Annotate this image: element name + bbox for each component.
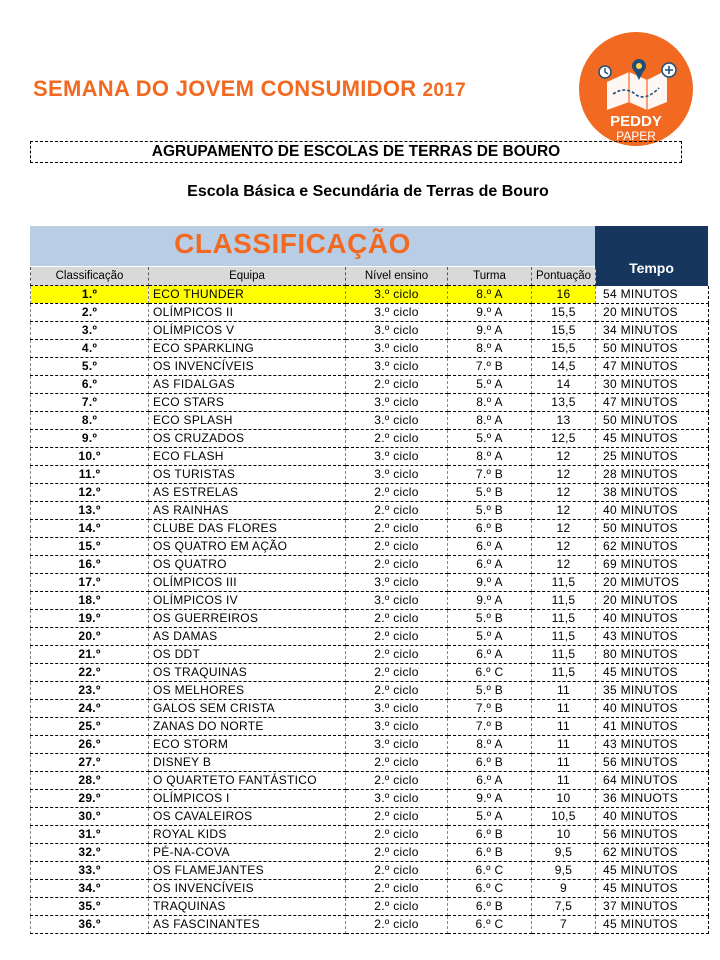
position-cell: 21.º xyxy=(31,646,149,664)
class-cell: 7.º B xyxy=(448,718,532,736)
class-cell: 6.º B xyxy=(448,754,532,772)
score-cell: 14,5 xyxy=(532,358,596,376)
event-year: 2017 xyxy=(422,80,466,101)
class-cell: 5.º A xyxy=(448,376,532,394)
class-cell: 6.º C xyxy=(448,916,532,934)
position-cell: 24.º xyxy=(31,700,149,718)
team-cell: OLÍMPICOS IV xyxy=(149,592,346,610)
team-cell: O QUARTETO FANTÁSTICO xyxy=(149,772,346,790)
team-cell: OS CRUZADOS xyxy=(149,430,346,448)
level-cell: 2.º ciclo xyxy=(346,808,448,826)
classification-banner xyxy=(30,226,595,266)
school-group-box: AGRUPAMENTO DE ESCOLAS DE TERRAS DE BOURO xyxy=(30,141,682,163)
team-cell: AS ESTRELAS xyxy=(149,484,346,502)
team-cell: AS FASCINANTES xyxy=(149,916,346,934)
level-cell: 2.º ciclo xyxy=(346,520,448,538)
level-cell: 2.º ciclo xyxy=(346,628,448,646)
classification-title: CLASSIFICAÇÃO xyxy=(174,228,411,259)
team-cell: TRAQUINAS xyxy=(149,898,346,916)
table-row xyxy=(31,700,709,718)
time-cell: 62 MINUTOS xyxy=(596,844,709,862)
table-row xyxy=(31,736,709,754)
time-cell: 54 MINUTOS xyxy=(596,286,709,304)
level-cell: 3.º ciclo xyxy=(346,790,448,808)
peddy-paper-logo-graphic xyxy=(577,30,695,148)
class-cell: 8.º A xyxy=(448,412,532,430)
class-cell: 6.º A xyxy=(448,556,532,574)
table-row xyxy=(31,412,709,430)
table-row xyxy=(31,286,709,304)
table-row xyxy=(31,340,709,358)
level-cell: 2.º ciclo xyxy=(346,430,448,448)
table-row xyxy=(31,898,709,916)
class-cell: 6.º A xyxy=(448,646,532,664)
team-cell: OLÍMPICOS II xyxy=(149,304,346,322)
score-cell: 15,5 xyxy=(532,322,596,340)
level-cell: 2.º ciclo xyxy=(346,376,448,394)
level-cell: 3.º ciclo xyxy=(346,718,448,736)
class-cell: 6.º A xyxy=(448,772,532,790)
classification-table xyxy=(30,267,709,934)
class-cell: 5.º B xyxy=(448,502,532,520)
class-cell: 9.º A xyxy=(448,790,532,808)
table-row xyxy=(31,466,709,484)
table-row xyxy=(31,916,709,934)
score-cell: 11,5 xyxy=(532,646,596,664)
position-cell: 3.º xyxy=(31,322,149,340)
team-cell: OS QUATRO EM AÇÃO xyxy=(149,538,346,556)
time-cell: 41 MINUTOS xyxy=(596,718,709,736)
table-row xyxy=(31,790,709,808)
score-cell: 13,5 xyxy=(532,394,596,412)
class-cell: 9.º A xyxy=(448,574,532,592)
score-cell: 7 xyxy=(532,916,596,934)
time-cell: 45 MINUTOS xyxy=(596,880,709,898)
table-row xyxy=(31,826,709,844)
class-cell: 6.º A xyxy=(448,538,532,556)
score-cell: 11,5 xyxy=(532,610,596,628)
score-cell: 10 xyxy=(532,826,596,844)
level-cell: 2.º ciclo xyxy=(346,502,448,520)
team-cell: OS INVENCÍVEIS xyxy=(149,358,346,376)
position-cell: 25.º xyxy=(31,718,149,736)
position-cell: 7.º xyxy=(31,394,149,412)
position-cell: 16.º xyxy=(31,556,149,574)
team-cell: CLUBE DAS FLORES xyxy=(149,520,346,538)
level-cell: 3.º ciclo xyxy=(346,322,448,340)
level-cell: 3.º ciclo xyxy=(346,286,448,304)
score-cell: 12,5 xyxy=(532,430,596,448)
level-cell: 2.º ciclo xyxy=(346,754,448,772)
position-cell: 2.º xyxy=(31,304,149,322)
position-cell: 13.º xyxy=(31,502,149,520)
position-cell: 33.º xyxy=(31,862,149,880)
team-cell: ECO THUNDER xyxy=(149,286,346,304)
position-cell: 15.º xyxy=(31,538,149,556)
position-cell: 28.º xyxy=(31,772,149,790)
position-cell: 20.º xyxy=(31,628,149,646)
score-cell: 11,5 xyxy=(532,574,596,592)
score-cell: 11,5 xyxy=(532,628,596,646)
position-cell: 6.º xyxy=(31,376,149,394)
class-cell: 8.º A xyxy=(448,286,532,304)
team-cell: ECO STARS xyxy=(149,394,346,412)
time-cell: 56 MINUTOS xyxy=(596,826,709,844)
class-cell: 6.º C xyxy=(448,880,532,898)
tempo-label: Tempo xyxy=(629,260,674,276)
class-cell: 6.º B xyxy=(448,844,532,862)
table-row xyxy=(31,844,709,862)
class-cell: 7.º B xyxy=(448,466,532,484)
level-cell: 2.º ciclo xyxy=(346,664,448,682)
table-row xyxy=(31,556,709,574)
position-cell: 18.º xyxy=(31,592,149,610)
team-cell: OS DDT xyxy=(149,646,346,664)
score-cell: 11 xyxy=(532,682,596,700)
position-cell: 4.º xyxy=(31,340,149,358)
table-row xyxy=(31,772,709,790)
time-cell: 56 MINUTOS xyxy=(596,754,709,772)
time-cell: 28 MINUTOS xyxy=(596,466,709,484)
team-cell: GALOS SEM CRISTA xyxy=(149,700,346,718)
time-cell: 80 MINUTOS xyxy=(596,646,709,664)
team-cell: OS CAVALEIROS xyxy=(149,808,346,826)
team-cell: AS FIDALGAS xyxy=(149,376,346,394)
score-cell: 11,5 xyxy=(532,592,596,610)
position-cell: 12.º xyxy=(31,484,149,502)
score-cell: 12 xyxy=(532,520,596,538)
class-cell: 7.º B xyxy=(448,700,532,718)
table-row xyxy=(31,484,709,502)
position-cell: 35.º xyxy=(31,898,149,916)
level-cell: 3.º ciclo xyxy=(346,574,448,592)
time-cell: 50 MINUTOS xyxy=(596,340,709,358)
team-cell: ZANAS DO NORTE xyxy=(149,718,346,736)
level-cell: 2.º ciclo xyxy=(346,556,448,574)
score-cell: 12 xyxy=(532,466,596,484)
score-cell: 11 xyxy=(532,700,596,718)
class-cell: 8.º A xyxy=(448,394,532,412)
class-cell: 8.º A xyxy=(448,448,532,466)
score-cell: 12 xyxy=(532,484,596,502)
level-cell: 2.º ciclo xyxy=(346,898,448,916)
team-cell: OS GUERREIROS xyxy=(149,610,346,628)
level-cell: 2.º ciclo xyxy=(346,610,448,628)
class-cell: 8.º A xyxy=(448,340,532,358)
score-cell: 11 xyxy=(532,772,596,790)
class-cell: 7.º B xyxy=(448,358,532,376)
position-cell: 36.º xyxy=(31,916,149,934)
table-row xyxy=(31,682,709,700)
position-cell: 26.º xyxy=(31,736,149,754)
score-cell: 7,5 xyxy=(532,898,596,916)
table-row xyxy=(31,646,709,664)
team-cell: AS RAINHAS xyxy=(149,502,346,520)
table-row xyxy=(31,394,709,412)
score-cell: 12 xyxy=(532,556,596,574)
position-cell: 1.º xyxy=(31,286,149,304)
table-row xyxy=(31,574,709,592)
class-cell: 6.º C xyxy=(448,664,532,682)
score-cell: 10,5 xyxy=(532,808,596,826)
time-cell: 62 MINUTOS xyxy=(596,538,709,556)
class-cell: 9.º A xyxy=(448,592,532,610)
team-cell: ROYAL KIDS xyxy=(149,826,346,844)
peddy-paper-logo xyxy=(577,30,695,148)
time-cell: 34 MINUTOS xyxy=(596,322,709,340)
score-cell: 9 xyxy=(532,880,596,898)
level-cell: 2.º ciclo xyxy=(346,538,448,556)
event-title xyxy=(33,76,466,102)
level-cell: 3.º ciclo xyxy=(346,358,448,376)
table-row xyxy=(31,448,709,466)
class-cell: 5.º B xyxy=(448,610,532,628)
level-cell: 3.º ciclo xyxy=(346,394,448,412)
position-cell: 14.º xyxy=(31,520,149,538)
table-row xyxy=(31,592,709,610)
logo-text-line1: PEDDY xyxy=(610,113,662,130)
time-cell: 50 MINUTOS xyxy=(596,520,709,538)
col-header-score: Pontuação xyxy=(532,267,596,286)
level-cell: 3.º ciclo xyxy=(346,736,448,754)
score-cell: 11 xyxy=(532,736,596,754)
table-row xyxy=(31,628,709,646)
time-cell: 45 MINUTOS xyxy=(596,664,709,682)
table-row xyxy=(31,610,709,628)
time-cell: 45 MINUTOS xyxy=(596,916,709,934)
team-cell: AS DAMAS xyxy=(149,628,346,646)
team-cell: ECO STORM xyxy=(149,736,346,754)
col-header-level: Nível ensino xyxy=(346,267,448,286)
time-cell: 30 MINUTOS xyxy=(596,376,709,394)
team-cell: ECO SPARKLING xyxy=(149,340,346,358)
time-cell: 40 MINUTOS xyxy=(596,700,709,718)
score-cell: 14 xyxy=(532,376,596,394)
time-cell: 20 MINUTOS xyxy=(596,592,709,610)
level-cell: 3.º ciclo xyxy=(346,412,448,430)
position-cell: 30.º xyxy=(31,808,149,826)
time-cell: 50 MINUTOS xyxy=(596,412,709,430)
class-cell: 9.º A xyxy=(448,322,532,340)
level-cell: 2.º ciclo xyxy=(346,880,448,898)
team-cell: ECO FLASH xyxy=(149,448,346,466)
school-name: Escola Básica e Secundária de Terras de Bouro xyxy=(187,183,549,200)
level-cell: 2.º ciclo xyxy=(346,844,448,862)
time-cell: 47 MINUTOS xyxy=(596,394,709,412)
col-header-time-spacer xyxy=(596,267,709,286)
time-cell: 40 MINUTOS xyxy=(596,808,709,826)
score-cell: 11 xyxy=(532,718,596,736)
time-cell: 45 MINUTOS xyxy=(596,862,709,880)
table-row xyxy=(31,664,709,682)
position-cell: 5.º xyxy=(31,358,149,376)
time-cell: 36 MINUOTS xyxy=(596,790,709,808)
table-row xyxy=(31,376,709,394)
time-cell: 37 MINUTOS xyxy=(596,898,709,916)
col-header-position: Classificação xyxy=(31,267,149,286)
table-row xyxy=(31,538,709,556)
class-cell: 5.º A xyxy=(448,430,532,448)
table-row xyxy=(31,520,709,538)
team-cell: OS FLAMEJANTES xyxy=(149,862,346,880)
time-cell: 43 MINUTOS xyxy=(596,736,709,754)
time-cell: 40 MINUTOS xyxy=(596,502,709,520)
score-cell: 12 xyxy=(532,502,596,520)
position-cell: 31.º xyxy=(31,826,149,844)
team-cell: OS MELHORES xyxy=(149,682,346,700)
team-cell: OS TURISTAS xyxy=(149,466,346,484)
position-cell: 29.º xyxy=(31,790,149,808)
position-cell: 17.º xyxy=(31,574,149,592)
class-cell: 5.º B xyxy=(448,484,532,502)
position-cell: 8.º xyxy=(31,412,149,430)
team-cell: OLÍMPICOS V xyxy=(149,322,346,340)
score-cell: 12 xyxy=(532,538,596,556)
class-cell: 5.º A xyxy=(448,628,532,646)
score-cell: 16 xyxy=(532,286,596,304)
team-cell: OS INVENCÍVEIS xyxy=(149,880,346,898)
time-cell: 40 MINUTOS xyxy=(596,610,709,628)
table-row xyxy=(31,304,709,322)
level-cell: 2.º ciclo xyxy=(346,646,448,664)
table-row xyxy=(31,808,709,826)
score-cell: 15,5 xyxy=(532,340,596,358)
time-cell: 43 MINUTOS xyxy=(596,628,709,646)
time-cell: 45 MINUTOS xyxy=(596,430,709,448)
team-cell: OLÍMPICOS I xyxy=(149,790,346,808)
time-cell: 38 MINUTOS xyxy=(596,484,709,502)
team-cell: OS QUATRO xyxy=(149,556,346,574)
class-cell: 6.º C xyxy=(448,862,532,880)
time-cell: 64 MINUTOS xyxy=(596,772,709,790)
table-row xyxy=(31,718,709,736)
level-cell: 2.º ciclo xyxy=(346,484,448,502)
team-cell: PÉ-NA-COVA xyxy=(149,844,346,862)
col-header-team: Equipa xyxy=(149,267,346,286)
time-cell: 35 MINUTOS xyxy=(596,682,709,700)
level-cell: 3.º ciclo xyxy=(346,592,448,610)
time-cell: 69 MINUTOS xyxy=(596,556,709,574)
score-cell: 9,5 xyxy=(532,862,596,880)
level-cell: 2.º ciclo xyxy=(346,916,448,934)
level-cell: 2.º ciclo xyxy=(346,862,448,880)
position-cell: 10.º xyxy=(31,448,149,466)
class-cell: 6.º B xyxy=(448,898,532,916)
score-cell: 15,5 xyxy=(532,304,596,322)
table-row xyxy=(31,880,709,898)
table-row xyxy=(31,754,709,772)
score-cell: 10 xyxy=(532,790,596,808)
logo-text-line2: PAPER xyxy=(616,129,656,143)
class-cell: 5.º B xyxy=(448,682,532,700)
team-cell: OLÍMPICOS III xyxy=(149,574,346,592)
level-cell: 3.º ciclo xyxy=(346,448,448,466)
event-title-text: SEMANA DO JOVEM CONSUMIDOR xyxy=(33,76,417,101)
table-row xyxy=(31,430,709,448)
table-row xyxy=(31,322,709,340)
time-cell: 20 MIMUTOS xyxy=(596,574,709,592)
position-cell: 23.º xyxy=(31,682,149,700)
score-cell: 9,5 xyxy=(532,844,596,862)
position-cell: 27.º xyxy=(31,754,149,772)
position-cell: 11.º xyxy=(31,466,149,484)
position-cell: 22.º xyxy=(31,664,149,682)
level-cell: 3.º ciclo xyxy=(346,340,448,358)
level-cell: 2.º ciclo xyxy=(346,826,448,844)
team-cell: OS TRAQUINAS xyxy=(149,664,346,682)
score-cell: 11 xyxy=(532,754,596,772)
team-cell: DISNEY B xyxy=(149,754,346,772)
level-cell: 3.º ciclo xyxy=(346,304,448,322)
time-cell: 25 MINUTOS xyxy=(596,448,709,466)
position-cell: 32.º xyxy=(31,844,149,862)
position-cell: 34.º xyxy=(31,880,149,898)
level-cell: 3.º ciclo xyxy=(346,700,448,718)
class-cell: 5.º A xyxy=(448,808,532,826)
score-cell: 12 xyxy=(532,448,596,466)
score-cell: 11,5 xyxy=(532,664,596,682)
time-cell: 20 MINUTOS xyxy=(596,304,709,322)
level-cell: 2.º ciclo xyxy=(346,682,448,700)
team-cell: ECO SPLASH xyxy=(149,412,346,430)
level-cell: 2.º ciclo xyxy=(346,772,448,790)
level-cell: 3.º ciclo xyxy=(346,466,448,484)
class-cell: 6.º B xyxy=(448,826,532,844)
position-cell: 9.º xyxy=(31,430,149,448)
time-cell: 47 MINUTOS xyxy=(596,358,709,376)
table-header-row xyxy=(31,267,709,286)
table-row xyxy=(31,358,709,376)
class-cell: 9.º A xyxy=(448,304,532,322)
class-cell: 8.º A xyxy=(448,736,532,754)
col-header-class: Turma xyxy=(448,267,532,286)
class-cell: 6.º B xyxy=(448,520,532,538)
position-cell: 19.º xyxy=(31,610,149,628)
table-row xyxy=(31,502,709,520)
table-row xyxy=(31,862,709,880)
score-cell: 13 xyxy=(532,412,596,430)
